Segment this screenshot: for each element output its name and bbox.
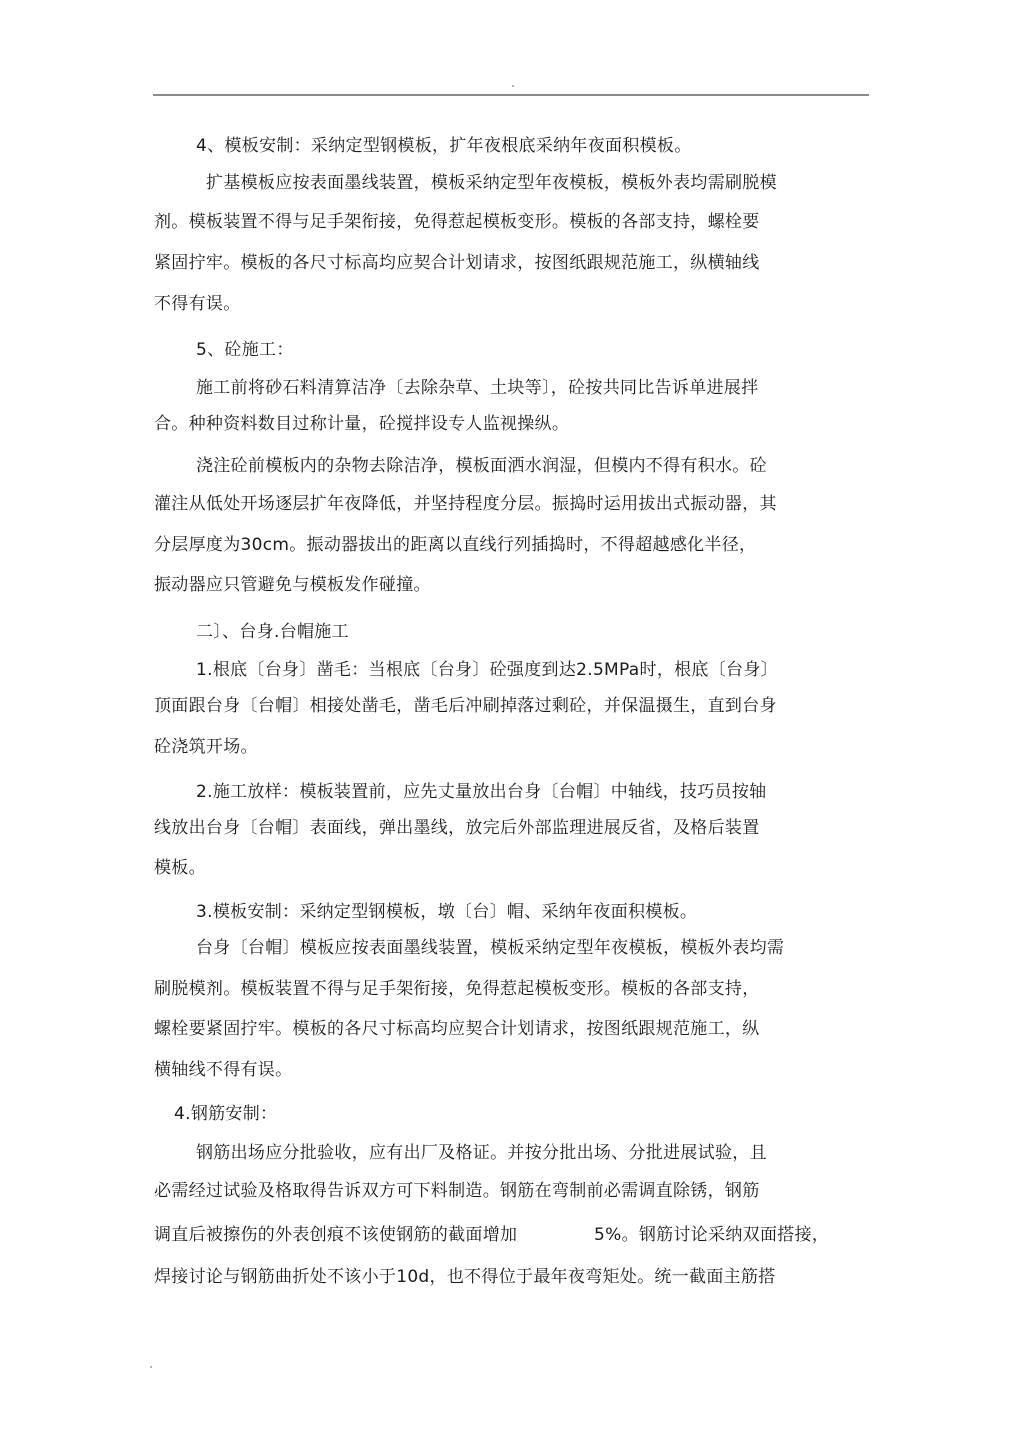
paragraph-line: 刷脱模剂。模板装置不得与足手架衔接，免得惹起模板变形。模板的各部支持，: [154, 979, 760, 999]
paragraph-line: 浇注砼前模板内的杂物去除洁净，模板面洒水润湿，但模内不得有积水。砼: [196, 456, 767, 476]
paragraph-line: 施工前将砂石料清算洁净〔去除杂草、土块等〕，砼按共同比告诉单进展拌: [196, 378, 759, 398]
paragraph-line: 横轴线不得有误。: [154, 1060, 293, 1080]
section-heading: 二〕、台身.台帽施工: [196, 622, 349, 642]
paragraph-line: 分层厚度为30cm。振动器拔出的距离以直线行列插捣时，不得超越感化半径，: [154, 535, 757, 555]
paragraph-line: 2.施工放样：模板装置前，应先丈量放出台身〔台帽〕中轴线，技巧员按轴: [196, 782, 767, 802]
section-heading: 5、砼施工：: [196, 340, 294, 360]
paragraph-line: 4、模板安制：采纳定型钢模板，扩年夜根底采纳年夜面积模板。: [196, 136, 692, 156]
paragraph-line: 砼浇筑开场。: [154, 737, 258, 757]
paragraph-line: 必需经过试验及格取得告诉双方可下料制造。钢筋在弯制前必需调直除锈，钢筋: [154, 1181, 760, 1201]
paragraph-line: 振动器应只管避免与模板发作碰撞。: [154, 575, 431, 595]
paragraph-line: 不得有误。: [154, 294, 241, 314]
paragraph-line: 焊接讨论与钢筋曲折处不该小于10d，也不得位于最年夜弯矩处。统一截面主筋搭: [154, 1267, 776, 1287]
paragraph-line: 钢筋出场应分批验收，应有出厂及格证。并按分批出场、分批进展试验，且: [196, 1143, 767, 1163]
paragraph-line: 扩基模板应按表面墨线装置，模板采纳定型年夜模板，模板外表均需刷脱模: [206, 173, 777, 193]
paragraph-line: 模板。: [154, 858, 206, 878]
paragraph-line: 灌注从低处开场逐层扩年夜降低，并坚持程度分层。振捣时运用拔出式振动器，其: [154, 494, 777, 514]
paragraph-line: 线放出台身〔台帽〕表面线，弹出墨线，放完后外部监理进展反省，及格后装置: [154, 818, 760, 838]
paragraph-line: 紧固拧牢。模板的各尺寸标高均应契合计划请求，按图纸跟规范施工，纵横轴线: [154, 253, 760, 273]
header-mark: [512, 85, 514, 87]
paragraph-line: 剂。模板装置不得与足手架衔接，免得惹起模板变形。模板的各部支持，螺栓要: [154, 212, 760, 232]
paragraph-line: 台身〔台帽〕模板应按表面墨线装置，模板采纳定型年夜模板，模板外表均需: [196, 938, 785, 958]
paragraph-line: 调直后被擦伤的外表创痕不该使钢筋的截面增加: [154, 1225, 518, 1245]
section-heading: 4.钢筋安制：: [174, 1104, 278, 1124]
paragraph-line: 顶面跟台身〔台帽〕相接处凿毛，凿毛后冲刷掉落过剩砼，并保温摄生，直到台身: [154, 696, 777, 716]
paragraph-line: 螺栓要紧固拧牢。模板的各尺寸标高均应契合计划请求，按图纸跟规范施工，纵: [154, 1019, 760, 1039]
paragraph-line: 5%。钢筋讨论采纳双面搭接，: [594, 1225, 830, 1245]
paragraph-line: 合。种种资料数目过称计量，砼搅拌设专人监视操纵。: [154, 414, 570, 434]
paragraph-line: 1.根底〔台身〕凿毛：当根底〔台身〕砼强度到达2.5MPa时，根底〔台身〕: [196, 660, 778, 680]
corner-mark: [150, 1366, 152, 1368]
paragraph-line: 3.模板安制：采纳定型钢模板，墩〔台〕帽、采纳年夜面积模板。: [196, 902, 698, 922]
header-rule: [153, 94, 869, 96]
